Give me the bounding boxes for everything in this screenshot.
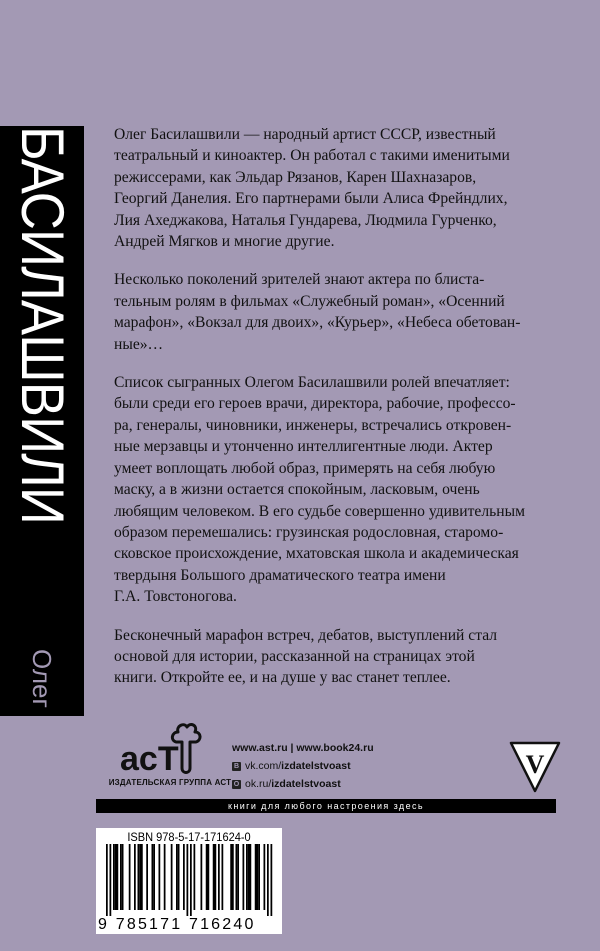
- barcode-bar: [230, 844, 232, 910]
- barcode-bar: [106, 844, 108, 916]
- blurb-paragraph: [114, 625, 572, 689]
- blurb-line: Олег Басилашвили — народный артист СССР, известный: [114, 126, 496, 143]
- barcode-bar: [139, 844, 141, 910]
- vk-link[interactable]: [232, 757, 374, 775]
- blurb-line: маску, а в жизни остается спокойным, ласковым, очень: [114, 481, 480, 499]
- author-first-name: Олег: [27, 648, 57, 708]
- barcode-bar: [258, 844, 260, 910]
- barcode-bar: [134, 844, 136, 910]
- publisher-tagline: книги для любого настроения здесь: [96, 799, 556, 813]
- barcode-bar: [232, 844, 234, 910]
- blurb-line: режиссерами, как Эльдар Рязанов, Карен Шахназаров,: [114, 168, 477, 186]
- blurb-line: Лия Ахеджакова, Наталья Гундарева, Людмила Гурченко,: [114, 211, 497, 229]
- barcode-bar: [267, 844, 269, 916]
- barcode-bar: [255, 844, 257, 910]
- barcode-bar: [213, 844, 215, 910]
- ok-link[interactable]: [232, 775, 374, 793]
- blurb-line: Список сыгранных Олегом Басилашвили ролей впечатляет:: [114, 374, 510, 392]
- barcode-digits: 9 785171 716240: [98, 916, 256, 933]
- publisher-group-name: ИЗДАТЕЛЬСКАЯ ГРУППА АСТ: [108, 778, 232, 787]
- vk-handle: izdatelstvoast: [281, 760, 351, 772]
- barcode-bar: [218, 844, 220, 910]
- isbn-label: ISBN 978-5-17-171624-0: [127, 830, 251, 844]
- barcode-bars: [96, 844, 282, 916]
- vk-prefix: vk.com/: [245, 760, 282, 772]
- barcode-bar: [194, 844, 196, 910]
- blurb-paragraph: [114, 372, 572, 607]
- isbn-barcode: [96, 828, 282, 934]
- blurb-line: книги. Откройте ее, и на душе у вас станет теплее.: [114, 669, 451, 687]
- ok-icon: O: [233, 780, 240, 788]
- blurb-paragraph: [114, 124, 572, 252]
- barcode-bar: [206, 844, 208, 910]
- blurb-line: Г.А. Товстоногова.: [114, 588, 237, 606]
- barcode-bar: [153, 844, 155, 910]
- blurb-line: ра, генералы, чиновники, инженеры, встречались откровен-: [114, 416, 512, 434]
- ok-prefix: ok.ru/: [245, 778, 272, 790]
- barcode-bar: [243, 844, 245, 910]
- barcode-bar: [120, 844, 122, 910]
- barcode-bar: [250, 844, 252, 910]
- barcode-bar: [271, 844, 273, 916]
- barcode-bar: [171, 844, 173, 910]
- blurb-line: ные»…: [114, 335, 164, 353]
- barcode-bar: [117, 844, 119, 910]
- blurb-line: тельным ролям в фильмах «Служебный роман», «Осенний: [114, 292, 505, 310]
- blurb-line: Несколько поколений зрителей знают актера по блиста-: [114, 271, 485, 289]
- barcode-bar: [164, 844, 166, 910]
- blurb-line: основой для истории, рассказанной на страницах этой: [114, 647, 475, 665]
- imprint-letter: V: [525, 750, 545, 779]
- barcode-bar: [248, 844, 250, 910]
- barcode-bar: [237, 844, 239, 910]
- barcode-bar: [178, 844, 180, 910]
- imprint-v-logo: [508, 740, 562, 794]
- blurb-line: театральный и киноактер. Он работал с такими именитыми: [114, 147, 510, 165]
- blurb-line: сковское происхождение, мхатовская школа и академическая: [114, 545, 519, 563]
- barcode-bar: [146, 844, 148, 910]
- barcode-bar: [187, 844, 189, 916]
- barcode-bar: [246, 844, 248, 910]
- blurb-line: образом перемешались: грузинская родословная, старомо-: [114, 523, 504, 541]
- barcode-bar: [159, 844, 161, 910]
- publisher-links: [232, 739, 374, 793]
- barcode-bar: [138, 844, 140, 910]
- barcode-bar: [236, 844, 238, 910]
- spine-title: [0, 126, 84, 716]
- barcode-bar: [222, 844, 224, 910]
- barcode-bar: [215, 844, 217, 910]
- blurb-line: твердыня Большого драматического театра имени: [114, 566, 446, 584]
- barcode-bar: [113, 844, 115, 910]
- barcode-bar: [110, 844, 112, 916]
- blurb-line: умеет воплощать любой образ, примерять на себя любую: [114, 459, 496, 477]
- blurb-paragraph: [114, 269, 572, 355]
- barcode-bar: [176, 844, 178, 910]
- barcode-bar: [183, 844, 185, 910]
- barcode-bar: [129, 844, 131, 910]
- blurb-text: [114, 124, 572, 706]
- website-links[interactable]: www.ast.ru | www.book24.ru: [232, 742, 374, 754]
- barcode-bar: [141, 844, 143, 910]
- blurb-line: были среди его героев врачи, директора, рабочие, профессо-: [114, 395, 516, 413]
- barcode-bar: [122, 844, 124, 910]
- barcode-bar: [152, 844, 154, 910]
- blurb-line: любящим человеком. В его судьбе совершенно удивительным: [114, 502, 525, 520]
- blurb-line: Андрей Мягков и многие другие.: [114, 233, 335, 251]
- author-surname: БАСИЛАШВИЛИ: [9, 126, 76, 524]
- barcode-bar: [257, 844, 259, 910]
- blurb-line: Бесконечный марафон встреч, дебатов, выступлений стал: [114, 626, 498, 644]
- vk-icon: B: [233, 762, 240, 770]
- ast-logo-text: acT: [120, 740, 179, 778]
- barcode-bar: [264, 844, 266, 910]
- ok-handle: izdatelstvoast: [271, 778, 341, 790]
- barcode-bar: [190, 844, 192, 916]
- blurb-line: ные мерзавцы и утонченно интеллигентные люди. Актер: [114, 438, 493, 456]
- blurb-line: Георгий Данелия. Его партнерами были Алиса Фрейндлих,: [114, 190, 508, 208]
- barcode-bar: [208, 844, 210, 910]
- barcode-bar: [115, 844, 117, 910]
- barcode-bar: [201, 844, 203, 910]
- blurb-line: марафон», «Вокзал для двоих», «Курьер», «Небеса обетован-: [114, 314, 521, 332]
